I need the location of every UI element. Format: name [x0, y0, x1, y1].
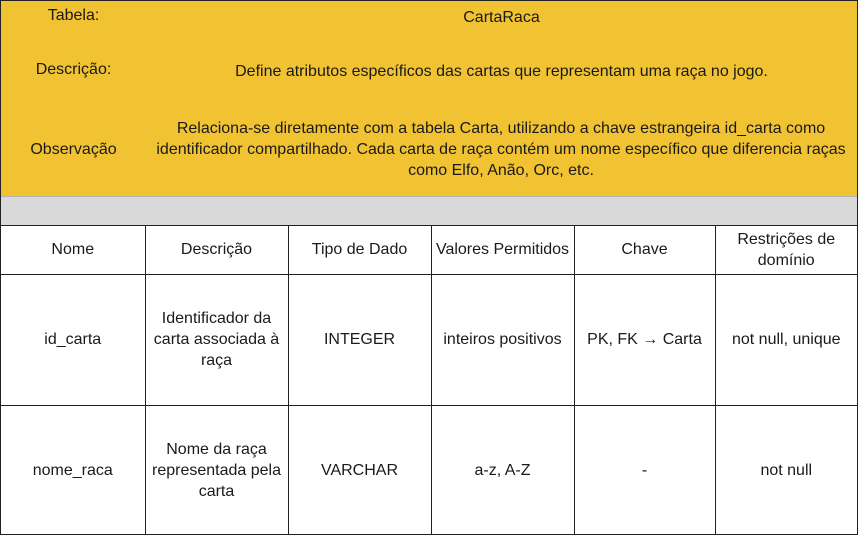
column-header-valores: Valores Permitidos — [431, 226, 574, 274]
cell-valores: a-z, A-Z — [431, 405, 574, 535]
cell-restricoes: not null — [715, 405, 857, 535]
column-header-nome: Nome — [1, 226, 145, 274]
cell-tipo: VARCHAR — [288, 405, 431, 535]
column-header-descricao: Descrição — [145, 226, 288, 274]
observation-label: Observação — [30, 141, 117, 158]
table-observation: Relaciona-se diretamente com a tabela Carta, utilizando a chave estrangeira id_carta como identificador compartilhado. Cada carta de raça contém um nome específico que diferencia raças como Elfo, Anão, Orc, etc. — [156, 120, 846, 179]
cell-nome: id_carta — [1, 274, 145, 405]
column-header-chave: Chave — [574, 226, 715, 274]
cell-restricoes: not null, unique — [715, 274, 857, 405]
cell-chave: - — [574, 405, 715, 535]
description-label: Descrição: — [35, 61, 112, 78]
fields-table — [1, 226, 857, 535]
cell-chave: PK, FK → Carta — [574, 274, 715, 405]
table-name: CartaRaca — [463, 9, 540, 26]
header-row — [1, 226, 857, 274]
cell-nome: nome_raca — [1, 405, 145, 535]
table-row — [1, 274, 857, 405]
table-metadata-block — [1, 1, 857, 196]
cell-descricao: Nome da raça representada pela carta — [145, 405, 288, 535]
column-header-tipo: Tipo de Dado — [288, 226, 431, 274]
column-header-restricoes: Restrições de domínio — [715, 226, 857, 274]
cell-valores: inteiros positivos — [431, 274, 574, 405]
table-label: Tabela: — [47, 7, 100, 24]
cell-descricao: Identificador da carta associada à raça — [145, 274, 288, 405]
table-description: Define atributos específicos das cartas que representam uma raça no jogo. — [235, 63, 768, 80]
cell-tipo: INTEGER — [288, 274, 431, 405]
table-row — [1, 405, 857, 535]
separator-band — [1, 196, 857, 226]
